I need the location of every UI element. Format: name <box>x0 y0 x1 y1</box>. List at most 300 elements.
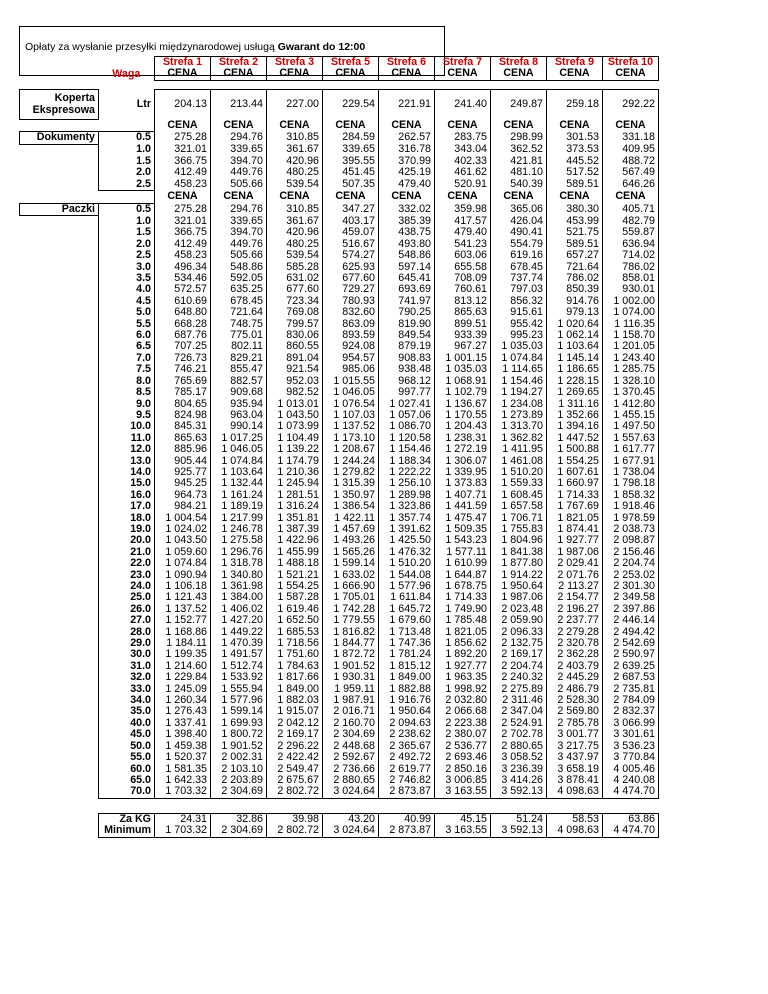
weight-cell: 18.0 <box>99 513 155 524</box>
zone-label: Strefa 5 <box>323 57 379 69</box>
price-cell: 1 306.07 <box>435 456 491 467</box>
weight-cell: 8.5 <box>99 387 155 398</box>
price-cell: 1 316.24 <box>267 501 323 512</box>
blank-cell <box>20 227 99 238</box>
price-cell: 585.28 <box>267 262 323 273</box>
koperta-price: 249.87 <box>491 89 547 119</box>
price-cell: 832.60 <box>323 307 379 318</box>
price-cell: 1 892.20 <box>435 649 491 660</box>
price-cell: 1 043.50 <box>155 535 211 546</box>
price-cell: 343.04 <box>435 144 491 156</box>
price-cell: 1 901.52 <box>211 741 267 752</box>
price-cell: 2 403.79 <box>547 661 603 672</box>
cena-header: CENA <box>603 119 659 131</box>
koperta-price: 213.44 <box>211 89 267 119</box>
price-cell: 1 950.64 <box>379 706 435 717</box>
price-cell: 893.59 <box>323 330 379 341</box>
blank-cell <box>20 813 99 825</box>
dokumenty-label: Dokumenty <box>20 132 99 144</box>
price-cell: 453.99 <box>547 216 603 228</box>
price-cell: 677.60 <box>323 273 379 284</box>
weight-cell: 27.0 <box>99 615 155 626</box>
spacer-cell <box>603 80 659 89</box>
spacer-cell <box>603 798 659 813</box>
price-cell: 905.44 <box>155 456 211 467</box>
price-cell: 1 577.96 <box>211 695 267 706</box>
price-cell: 746.21 <box>155 364 211 375</box>
price-cell: 1 520.37 <box>155 752 211 763</box>
price-cell: 1 425.50 <box>379 535 435 546</box>
price-cell: 2 448.68 <box>323 741 379 752</box>
price-cell: 425.19 <box>379 167 435 178</box>
spacer-cell <box>211 80 267 89</box>
price-cell: 1 154.46 <box>379 444 435 455</box>
price-cell: 339.65 <box>211 216 267 228</box>
price-cell: 1 245.09 <box>155 684 211 695</box>
price-cell: 2 784.09 <box>603 695 659 706</box>
cena-header: CENA <box>211 191 267 203</box>
price-cell: 2 569.80 <box>547 706 603 717</box>
price-cell: 1 243.40 <box>603 353 659 364</box>
minimum-row <box>20 825 659 837</box>
price-cell: 539.54 <box>267 179 323 191</box>
price-cell: 1 013.01 <box>267 399 323 410</box>
cena-header: CENA <box>435 119 491 131</box>
blank-cell <box>20 250 99 261</box>
price-cell: 1 281.51 <box>267 490 323 501</box>
price-cell: 914.76 <box>547 296 603 307</box>
price-cell: 1 103.64 <box>547 341 603 352</box>
sheet-title <box>25 41 365 53</box>
price-cell: 1 035.03 <box>435 364 491 375</box>
price-cell: 849.54 <box>379 330 435 341</box>
price-cell: 2 486.79 <box>547 684 603 695</box>
price-cell: 2 103.10 <box>211 764 267 775</box>
cena-row <box>20 119 659 131</box>
price-cell: 1 441.59 <box>435 501 491 512</box>
price-cell: 4 474.70 <box>603 786 659 798</box>
price-cell: 2 785.78 <box>547 718 603 729</box>
price-cell: 359.98 <box>435 203 491 215</box>
blank-cell <box>20 615 99 626</box>
price-cell: 824.98 <box>155 410 211 421</box>
spacer-row <box>20 798 659 813</box>
price-cell: 1 260.34 <box>155 695 211 706</box>
price-cell: 2 042.12 <box>267 718 323 729</box>
price-cell: 2 002.31 <box>211 752 267 763</box>
price-cell: 845.31 <box>155 421 211 432</box>
price-cell: 1 713.48 <box>379 627 435 638</box>
price-cell: 2 528.30 <box>547 695 603 706</box>
price-cell: 347.27 <box>323 203 379 215</box>
cena-header: CENA <box>603 191 659 203</box>
blank-cell <box>99 191 155 203</box>
minimum-price: 3 024.64 <box>323 825 379 837</box>
price-cell: 830.06 <box>267 330 323 341</box>
waga-label: Waga <box>112 67 141 80</box>
weight-cell: 26.0 <box>99 604 155 615</box>
price-cell: 438.75 <box>379 227 435 238</box>
price-cell: 1 121.43 <box>155 592 211 603</box>
blank-cell <box>20 319 99 330</box>
price-cell: 449.76 <box>211 167 267 178</box>
price-cell: 2 619.77 <box>379 764 435 775</box>
price-cell: 2 494.42 <box>603 627 659 638</box>
price-cell: 1 161.24 <box>211 490 267 501</box>
price-cell: 2 362.28 <box>547 649 603 660</box>
price-cell: 2 204.74 <box>491 661 547 672</box>
za-kg-price: 32.86 <box>211 813 267 825</box>
blank-cell <box>20 421 99 432</box>
price-cell: 775.01 <box>211 330 267 341</box>
price-cell: 310.85 <box>267 203 323 215</box>
price-cell: 1 755.83 <box>491 524 547 535</box>
blank-cell <box>20 179 99 191</box>
price-cell: 284.59 <box>323 132 379 144</box>
price-cell: 2 736.66 <box>323 764 379 775</box>
price-cell: 1 599.14 <box>323 558 379 569</box>
cena-header: CENA <box>547 191 603 203</box>
price-cell: 1 742.28 <box>323 604 379 615</box>
weight-cell: 65.0 <box>99 775 155 786</box>
weight-cell: 2.5 <box>99 179 155 191</box>
price-cell: 496.34 <box>155 262 211 273</box>
weight-cell: 70.0 <box>99 786 155 798</box>
price-cell: 321.01 <box>155 216 211 228</box>
price-cell: 310.85 <box>267 132 323 144</box>
price-cell: 1 645.72 <box>379 604 435 615</box>
blank-cell <box>20 775 99 786</box>
blank-cell <box>20 330 99 341</box>
price-cell: 2 237.77 <box>547 615 603 626</box>
price-cell: 1 877.80 <box>491 558 547 569</box>
price-cell: 1 035.03 <box>491 341 547 352</box>
price-cell: 1 102.79 <box>435 387 491 398</box>
price-cell: 635.25 <box>211 284 267 295</box>
price-cell: 451.45 <box>323 167 379 178</box>
price-cell: 804.65 <box>155 399 211 410</box>
blank-cell <box>20 262 99 273</box>
weight-cell: 3.0 <box>99 262 155 273</box>
price-cell: 567.49 <box>603 167 659 178</box>
weight-cell: 14.0 <box>99 467 155 478</box>
price-cell: 1 217.99 <box>211 513 267 524</box>
price-cell: 1 340.80 <box>211 570 267 581</box>
weight-cell: 6.0 <box>99 330 155 341</box>
price-cell: 589.51 <box>547 239 603 250</box>
koperta-price: 221.91 <box>379 89 435 119</box>
price-cell: 1 214.60 <box>155 661 211 672</box>
title-prefix: Opłaty za wysłanie przesyłki międzynarodowej usługą <box>25 41 275 53</box>
blank-cell <box>20 410 99 421</box>
koperta-price: 227.00 <box>267 89 323 119</box>
paczki-row <box>20 558 659 569</box>
price-cell: 539.54 <box>267 250 323 261</box>
paczki-row <box>20 444 659 455</box>
price-cell: 1 246.78 <box>211 524 267 535</box>
cena-header: CENA <box>323 68 379 80</box>
blank-cell <box>20 513 99 524</box>
price-cell: 2 524.91 <box>491 718 547 729</box>
blank-cell <box>20 501 99 512</box>
price-cell: 1 017.25 <box>211 433 267 444</box>
price-cell: 1 313.70 <box>491 421 547 432</box>
price-cell: 603.06 <box>435 250 491 261</box>
price-cell: 636.94 <box>603 239 659 250</box>
price-cell: 1 136.67 <box>435 399 491 410</box>
minimum-price: 2 802.72 <box>267 825 323 837</box>
koperta-price: 259.18 <box>547 89 603 119</box>
blank-cell <box>20 156 99 167</box>
price-cell: 863.09 <box>323 319 379 330</box>
price-cell: 786.02 <box>603 262 659 273</box>
price-cell: 2 016.71 <box>323 706 379 717</box>
price-cell: 294.76 <box>211 203 267 215</box>
spacer-cell <box>155 798 211 813</box>
price-cell: 865.63 <box>155 433 211 444</box>
za-kg-price: 40.99 <box>379 813 435 825</box>
blank-cell <box>20 239 99 250</box>
price-cell: 925.77 <box>155 467 211 478</box>
price-cell: 1 521.21 <box>267 570 323 581</box>
price-cell: 2 880.65 <box>491 741 547 752</box>
price-cell: 339.65 <box>323 144 379 156</box>
weight-cell: 4.5 <box>99 296 155 307</box>
price-cell: 298.99 <box>491 132 547 144</box>
price-cell: 1 046.05 <box>323 387 379 398</box>
price-cell: 2 693.46 <box>435 752 491 763</box>
price-cell: 488.72 <box>603 156 659 167</box>
price-cell: 1 998.92 <box>435 684 491 695</box>
price-cell: 2 445.29 <box>547 672 603 683</box>
price-cell: 4 098.63 <box>547 786 603 798</box>
price-cell: 420.96 <box>267 156 323 167</box>
weight-cell: 15.0 <box>99 478 155 489</box>
price-cell: 1 533.92 <box>211 672 267 683</box>
price-cell: 760.61 <box>435 284 491 295</box>
price-cell: 1 001.15 <box>435 353 491 364</box>
price-cell: 1 657.58 <box>491 501 547 512</box>
price-cell: 1 611.84 <box>379 592 435 603</box>
cena-header: CENA <box>155 191 211 203</box>
price-cell: 2 542.69 <box>603 638 659 649</box>
price-cell: 729.27 <box>323 284 379 295</box>
price-cell: 1 387.39 <box>267 524 323 535</box>
za-kg-price: 43.20 <box>323 813 379 825</box>
cena-header: CENA <box>211 68 267 80</box>
price-cell: 1 599.14 <box>211 706 267 717</box>
price-cell: 1 815.12 <box>379 661 435 672</box>
price-cell: 1 315.39 <box>323 478 379 489</box>
price-cell: 365.06 <box>491 203 547 215</box>
weight-cell: 23.0 <box>99 570 155 581</box>
price-cell: 1 872.72 <box>323 649 379 660</box>
weight-cell: 13.0 <box>99 456 155 467</box>
price-cell: 858.01 <box>603 273 659 284</box>
price-cell: 301.53 <box>547 132 603 144</box>
price-cell: 1 457.69 <box>323 524 379 535</box>
price-cell: 1 120.58 <box>379 433 435 444</box>
price-cell: 1 856.62 <box>435 638 491 649</box>
paczki-row <box>20 296 659 307</box>
price-cell: 1 849.00 <box>379 672 435 683</box>
paczki-row <box>20 786 659 798</box>
price-cell: 2 304.69 <box>211 786 267 798</box>
price-cell: 1 114.65 <box>491 364 547 375</box>
price-cell: 1 491.57 <box>211 649 267 660</box>
price-cell: 3 024.64 <box>323 786 379 798</box>
paczki-row <box>20 273 659 284</box>
price-cell: 3 536.23 <box>603 741 659 752</box>
price-cell: 780.93 <box>323 296 379 307</box>
cena-header: CENA <box>379 119 435 131</box>
blank-cell <box>20 456 99 467</box>
price-cell: 2 590.97 <box>603 649 659 660</box>
price-cell: 1 137.52 <box>323 421 379 432</box>
blank-cell <box>20 627 99 638</box>
price-cell: 2 196.27 <box>547 604 603 615</box>
price-cell: 2 380.07 <box>435 729 491 740</box>
price-cell: 490.41 <box>491 227 547 238</box>
price-cell: 1 959.11 <box>323 684 379 695</box>
spacer-cell <box>20 80 99 89</box>
price-cell: 1 394.16 <box>547 421 603 432</box>
price-cell: 1 660.97 <box>547 478 603 489</box>
price-cell: 619.16 <box>491 250 547 261</box>
paczki-row <box>20 387 659 398</box>
price-cell: 1 407.71 <box>435 490 491 501</box>
price-cell: 2 023.48 <box>491 604 547 615</box>
price-cell: 1 915.07 <box>267 706 323 717</box>
blank-cell <box>99 57 155 69</box>
price-cell: 915.61 <box>491 307 547 318</box>
blank-cell <box>20 547 99 558</box>
price-cell: 2 422.42 <box>267 752 323 763</box>
price-cell: 3 001.77 <box>547 729 603 740</box>
price-cell: 294.76 <box>211 132 267 144</box>
paczki-row <box>20 239 659 250</box>
price-cell: 1 068.91 <box>435 376 491 387</box>
minimum-price: 2 873.87 <box>379 825 435 837</box>
price-cell: 2 223.38 <box>435 718 491 729</box>
weight-cell: 34.0 <box>99 695 155 706</box>
cena-header: CENA <box>267 68 323 80</box>
price-cell: 2 735.81 <box>603 684 659 695</box>
price-cell: 1 311.16 <box>547 399 603 410</box>
price-cell: 1 927.77 <box>547 535 603 546</box>
price-cell: 723.34 <box>267 296 323 307</box>
price-cell: 1 455.15 <box>603 410 659 421</box>
cena-header: CENA <box>323 191 379 203</box>
paczki-row <box>20 421 659 432</box>
price-cell: 3 066.99 <box>603 718 659 729</box>
price-cell: 1 373.83 <box>435 478 491 489</box>
price-cell: 385.39 <box>379 216 435 228</box>
price-cell: 380.30 <box>547 203 603 215</box>
blank-cell <box>20 364 99 375</box>
price-cell: 1 201.05 <box>603 341 659 352</box>
dokumenty-row <box>20 167 659 178</box>
blank-cell <box>20 444 99 455</box>
price-cell: 963.04 <box>211 410 267 421</box>
price-cell: 1 276.43 <box>155 706 211 717</box>
price-cell: 1 587.28 <box>267 592 323 603</box>
price-cell: 2 397.86 <box>603 604 659 615</box>
price-cell: 1 199.35 <box>155 649 211 660</box>
price-cell: 610.69 <box>155 296 211 307</box>
price-cell: 786.02 <box>547 273 603 284</box>
spacer-cell <box>379 80 435 89</box>
blank-cell <box>20 490 99 501</box>
weight-cell: 50.0 <box>99 741 155 752</box>
price-cell: 1 186.65 <box>547 364 603 375</box>
price-cell: 1 074.84 <box>155 558 211 569</box>
price-cell: 1 391.62 <box>379 524 435 535</box>
cena-header: CENA <box>379 191 435 203</box>
blank-cell <box>20 273 99 284</box>
weight-cell: 11.0 <box>99 433 155 444</box>
price-cell: 1 427.20 <box>211 615 267 626</box>
paczki-row <box>20 364 659 375</box>
price-cell: 1 678.75 <box>435 581 491 592</box>
price-cell: 2 832.37 <box>603 706 659 717</box>
price-cell: 708.09 <box>435 273 491 284</box>
blank-cell <box>20 718 99 729</box>
price-cell: 678.45 <box>211 296 267 307</box>
price-cell: 1 930.31 <box>323 672 379 683</box>
price-cell: 726.73 <box>155 353 211 364</box>
price-cell: 1 666.90 <box>323 581 379 592</box>
weight-cell: 2.5 <box>99 250 155 261</box>
price-cell: 1 076.54 <box>323 399 379 410</box>
cena-header: CENA <box>603 68 659 80</box>
price-cell: 1 449.22 <box>211 627 267 638</box>
weight-cell: 28.0 <box>99 627 155 638</box>
price-cell: 1 328.10 <box>603 376 659 387</box>
price-cell: 1 370.45 <box>603 387 659 398</box>
price-cell: 865.63 <box>435 307 491 318</box>
price-cell: 3 437.97 <box>547 752 603 763</box>
price-cell: 1 987.06 <box>547 547 603 558</box>
price-cell: 1 804.96 <box>491 535 547 546</box>
price-cell: 516.67 <box>323 239 379 250</box>
price-cell: 1 714.33 <box>435 592 491 603</box>
price-cell: 1 002.00 <box>603 296 659 307</box>
price-cell: 2 492.72 <box>379 752 435 763</box>
blank-cell <box>20 216 99 228</box>
blank-cell <box>20 119 99 131</box>
price-cell: 3 217.75 <box>547 741 603 752</box>
blank-cell <box>20 786 99 798</box>
price-cell: 1 785.48 <box>435 615 491 626</box>
price-cell: 3 414.26 <box>491 775 547 786</box>
price-cell: 1 500.88 <box>547 444 603 455</box>
rate-table <box>19 56 659 838</box>
price-cell: 1 821.05 <box>435 627 491 638</box>
dokumenty-row <box>20 132 659 144</box>
blank-cell <box>20 478 99 489</box>
blank-cell <box>20 68 99 80</box>
price-cell: 1 020.64 <box>547 319 603 330</box>
price-cell: 899.51 <box>435 319 491 330</box>
price-cell: 480.25 <box>267 167 323 178</box>
price-cell: 548.86 <box>379 250 435 261</box>
price-cell: 1 510.20 <box>379 558 435 569</box>
price-cell: 1 565.26 <box>323 547 379 558</box>
price-cell: 1 858.32 <box>603 490 659 501</box>
weight-cell: 1.0 <box>99 216 155 228</box>
price-cell: 1 384.00 <box>211 592 267 603</box>
